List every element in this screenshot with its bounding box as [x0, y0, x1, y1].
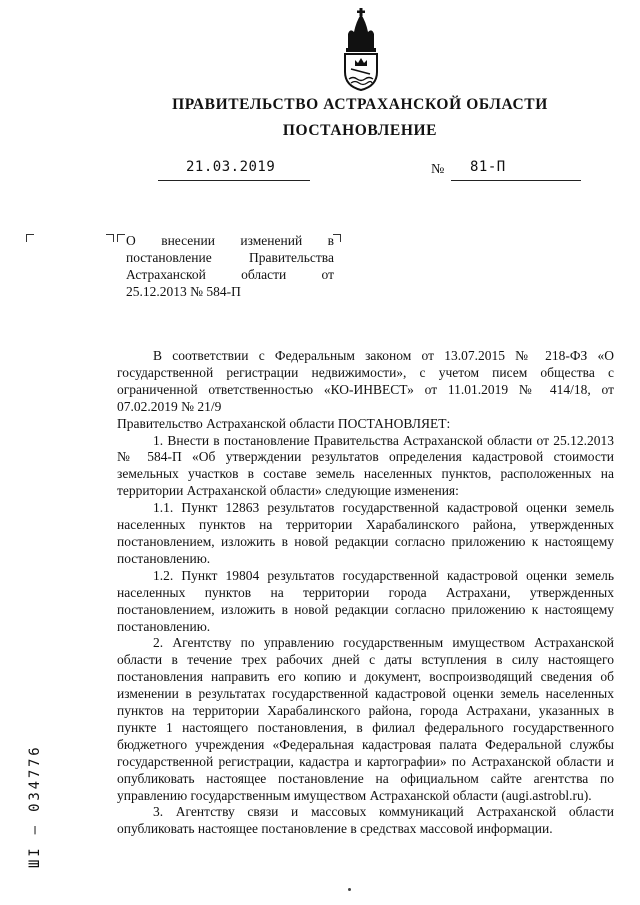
coat-of-arms-icon — [336, 8, 386, 92]
subject-corner-mark-left-outer — [106, 234, 114, 242]
item-paragraph: 1.1. Пункт 12863 результатов государственной кадастровой оценки земель населенных пунктов на территории Харабалинского района, утвержденных постановлением, изложить в новой редакции согласно приложению к настоящему постановлению. — [117, 500, 614, 566]
document-date: 21.03.2019 — [186, 159, 276, 175]
organization-title: ПРАВИТЕЛЬСТВО АСТРАХАНСКОЙ ОБЛАСТИ — [172, 96, 548, 113]
subject-corner-mark-right — [333, 234, 341, 242]
subject-corner-mark-left-inner — [117, 234, 125, 242]
item-paragraph: 2. Агентству по управлению государственным имуществом Астраханской области в течение трех рабочих дней с даты вступления в силу настоящего постановления направить его копию и документ, воспроизводящий сведения об изменении в результатах государственной кадастровой оценки земель населенных пунктов на территории Харабалинского района, города Астрахани, указанных в пункте 1 настоящего постановления, в филиал федерального государственного бюджетного учреждения «Федеральная кадастровая палата Федеральной службы государственной регистрации, кадастра и картографии» по Астраханской области и опубликовать настоящее постановление на официальном сайте агентства по управлению государственным имуществом Астраханской области (augi.astrobl.ru). — [117, 635, 614, 803]
preamble-paragraph: В соответствии с Федеральным законом от 13.07.2015 № 218-ФЗ «О государственной регистрации недвижимости», с учетом писем общества с ограниченной ответственностью «КО-ИНВЕСТ» от 11.01.2019 № 414/18, от 07.02.2019 № 21/9 — [117, 348, 614, 414]
document-subject: О внесении изменений в постановление Правительства Астраханской области от 25.12.2013 № 584-П — [126, 233, 334, 299]
document-number: 81-П — [470, 159, 506, 175]
document-body — [117, 348, 614, 838]
item-paragraph: 1.2. Пункт 19804 результатов государственной кадастровой оценки земель населенных пунктов на территории города Астрахани, утвержденных постановлением, изложить в новой редакции согласно приложению к настоящему постановлению. — [117, 567, 614, 634]
margin-corner-mark — [26, 234, 34, 242]
item-paragraph: 3. Агентству связи и массовых коммуникаций Астраханской области опубликовать настоящее постановление в средствах массовой информации. — [117, 804, 614, 837]
resolution-line: Правительство Астраханской области ПОСТАНОВЛЯЕТ: — [117, 415, 451, 431]
number-sign: № — [431, 162, 445, 177]
item-paragraph: 1. Внести в постановление Правительства Астраханской области от 25.12.2013 № 584-П «Об утверждении результатов определения кадастровой стоимости земельных участков в составе земель населенных пунктов, расположенных на территории Астраханской области» следующие изменения: — [117, 432, 614, 499]
page-dot — [348, 888, 351, 891]
serial-code: ШІ – 034776 — [27, 744, 43, 868]
document-type-title: ПОСТАНОВЛЕНИЕ — [282, 122, 438, 139]
